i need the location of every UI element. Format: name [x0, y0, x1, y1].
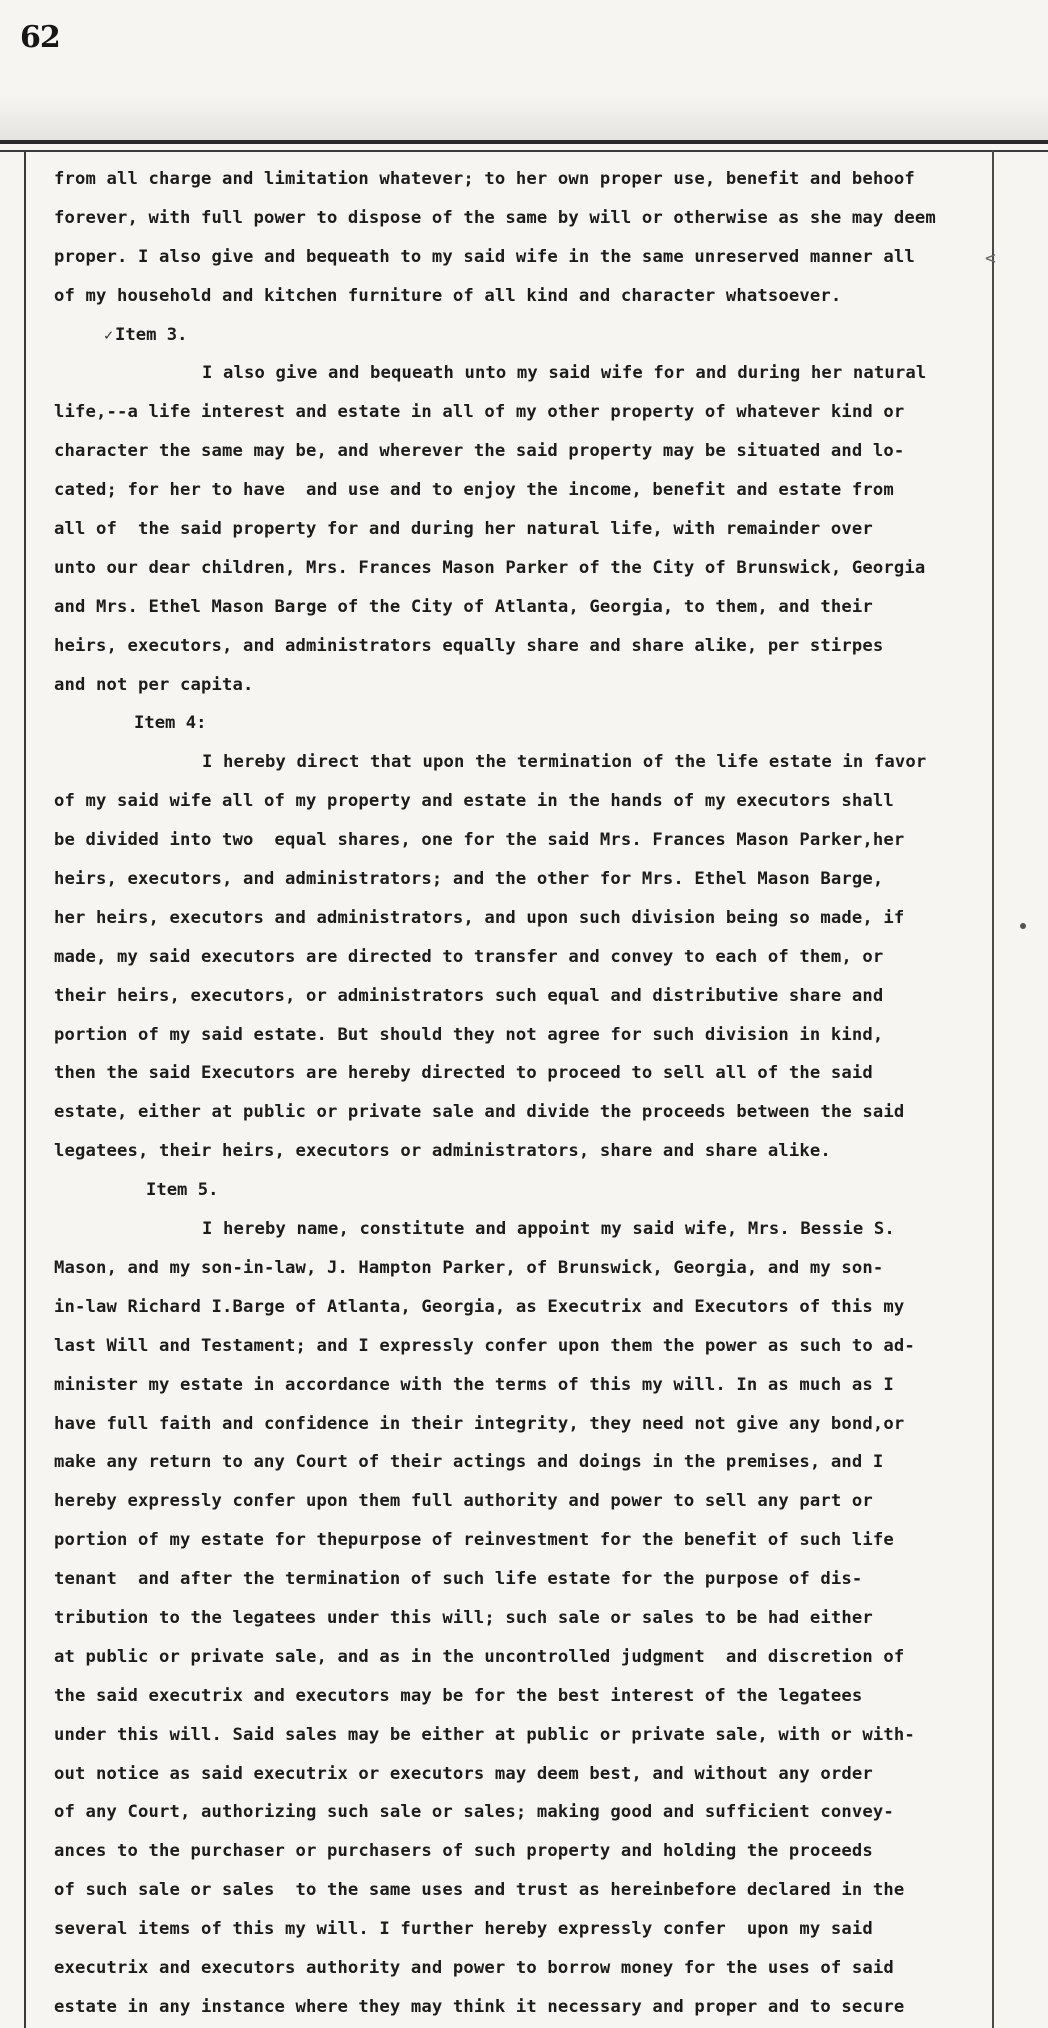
text-line: hereby expressly confer upon them full authority and power to sell any part or — [54, 1491, 873, 1512]
text-line: from all charge and limitation whatever; to her own proper use, benefit and behoof — [54, 169, 915, 189]
item-3-label: Item 3. — [115, 324, 188, 345]
text-line: I also give and bequeath unto my said wife for and during her natural — [202, 363, 927, 384]
text-line: tribution to the legatees under this will; such sale or sales to be had either — [54, 1607, 873, 1628]
text-line: heirs, executors, and administrators equally share and share alike, per stirpes — [54, 635, 884, 656]
text-line: legatees, their heirs, executors or administrators, share and share alike. — [54, 1141, 831, 1162]
header-rule-thin — [0, 150, 1048, 152]
text-line: be divided into two equal shares, one for the said Mrs. Frances Mason Parker,her — [54, 830, 905, 851]
text-line: all of the said property for and during her natural life, with remainder over — [54, 519, 873, 540]
text-line: minister my estate in accordance with the terms of this my will. In as much as I — [54, 1374, 894, 1395]
text-line: estate in any instance where they may think it necessary and proper and to secure — [54, 1996, 905, 2017]
text-line: last Will and Testament; and I expressly confer upon them the power as such to ad- — [54, 1335, 915, 1356]
margin-dot — [1020, 923, 1026, 929]
text-line: have full faith and confidence in their integrity, they need not give any bond,or — [54, 1413, 905, 1434]
text-line: unto our dear children, Mrs. Frances Mason Parker of the City of Brunswick, Georgia — [54, 557, 926, 578]
text-line: cated; for her to have and use and to enjoy the income, benefit and estate from — [54, 480, 894, 501]
text-line: their heirs, executors, or administrators such equal and distributive share and — [54, 985, 884, 1006]
text-line: portion of my said estate. But should they not agree for such division in kind, — [54, 1024, 884, 1045]
text-line: proper. I also give and bequeath to my said wife in the same unreserved manner all — [54, 246, 915, 267]
item-3-heading — [54, 316, 1014, 355]
margin-mark: < — [985, 248, 996, 269]
text-line: out notice as said executrix or executors may deem best, and without any order — [54, 1763, 873, 1784]
text-line: and Mrs. Ethel Mason Barge of the City of Atlanta, Georgia, to them, and their — [54, 596, 873, 617]
text-line: tenant and after the termination of such life estate for the purpose of dis- — [54, 1569, 863, 1590]
text-line: and not per capita. — [54, 674, 254, 695]
text-line: her heirs, executors and administrators, and upon such division being so made, if — [54, 907, 905, 928]
text-line: Mason, and my son-in-law, J. Hampton Parker, of Brunswick, Georgia, and my son- — [54, 1257, 884, 1278]
text-line: the said executrix and executors may be for the best interest of the legatees — [54, 1685, 863, 1706]
text-line: ances to the purchaser or purchasers of such property and holding the proceeds — [54, 1841, 873, 1862]
text-line: in-law Richard I.Barge of Atlanta, Georgia, as Executrix and Executors of this my — [54, 1296, 905, 1317]
text-line: make any return to any Court of their actings and doings in the premises, and I — [54, 1452, 884, 1473]
text-line: made, my said executors are directed to transfer and convey to each of them, or — [54, 946, 884, 967]
text-line: estate, either at public or private sale and divide the proceeds between the said — [54, 1102, 905, 1123]
text-line: of any Court, authorizing such sale or sales; making good and sufficient convey- — [54, 1802, 894, 1823]
text-line: portion of my estate for thepurpose of reinvestment for the benefit of such life — [54, 1530, 894, 1551]
text-line: of my said wife all of my property and estate in the hands of my executors shall — [54, 791, 894, 812]
left-margin-line — [24, 150, 26, 2028]
text-line: life,--a life interest and estate in all of my other property of whatever kind or — [54, 402, 905, 423]
check-mark-icon: ✓ — [104, 325, 114, 344]
text-line: executrix and executors authority and power to borrow money for the uses of said — [54, 1957, 894, 1978]
text-line: I hereby direct that upon the termination of the life estate in favor — [202, 752, 927, 773]
text-line: forever, with full power to dispose of the same by will or otherwise as she may deem — [54, 207, 936, 228]
page-number: 62 — [20, 20, 60, 55]
page-header-band — [0, 95, 1048, 141]
text-line: under this will. Said sales may be either at public or private sale, with or with- — [54, 1724, 915, 1745]
text-line: heirs, executors, and administrators; and the other for Mrs. Ethel Mason Barge, — [54, 869, 884, 890]
text-line: at public or private sale, and as in the uncontrolled judgment and discretion of — [54, 1646, 905, 1667]
header-rule-thick — [0, 140, 1048, 144]
item-5-heading: Item 5. — [146, 1180, 219, 1201]
text-line: of my household and kitchen furniture of all kind and character whatsoever. — [54, 285, 842, 306]
text-line: character the same may be, and wherever the said property may be situated and lo- — [54, 441, 905, 462]
text-line: several items of this my will. I further hereby expressly confer upon my said — [54, 1919, 873, 1940]
item-4-heading: Item 4: — [134, 713, 207, 734]
text-line: then the said Executors are hereby directed to proceed to sell all of the said — [54, 1063, 873, 1084]
document-body — [54, 160, 1014, 2027]
text-line: I hereby name, constitute and appoint my said wife, Mrs. Bessie S. — [202, 1219, 895, 1240]
text-line: of such sale or sales to the same uses and trust as hereinbefore declared in the — [54, 1880, 905, 1901]
